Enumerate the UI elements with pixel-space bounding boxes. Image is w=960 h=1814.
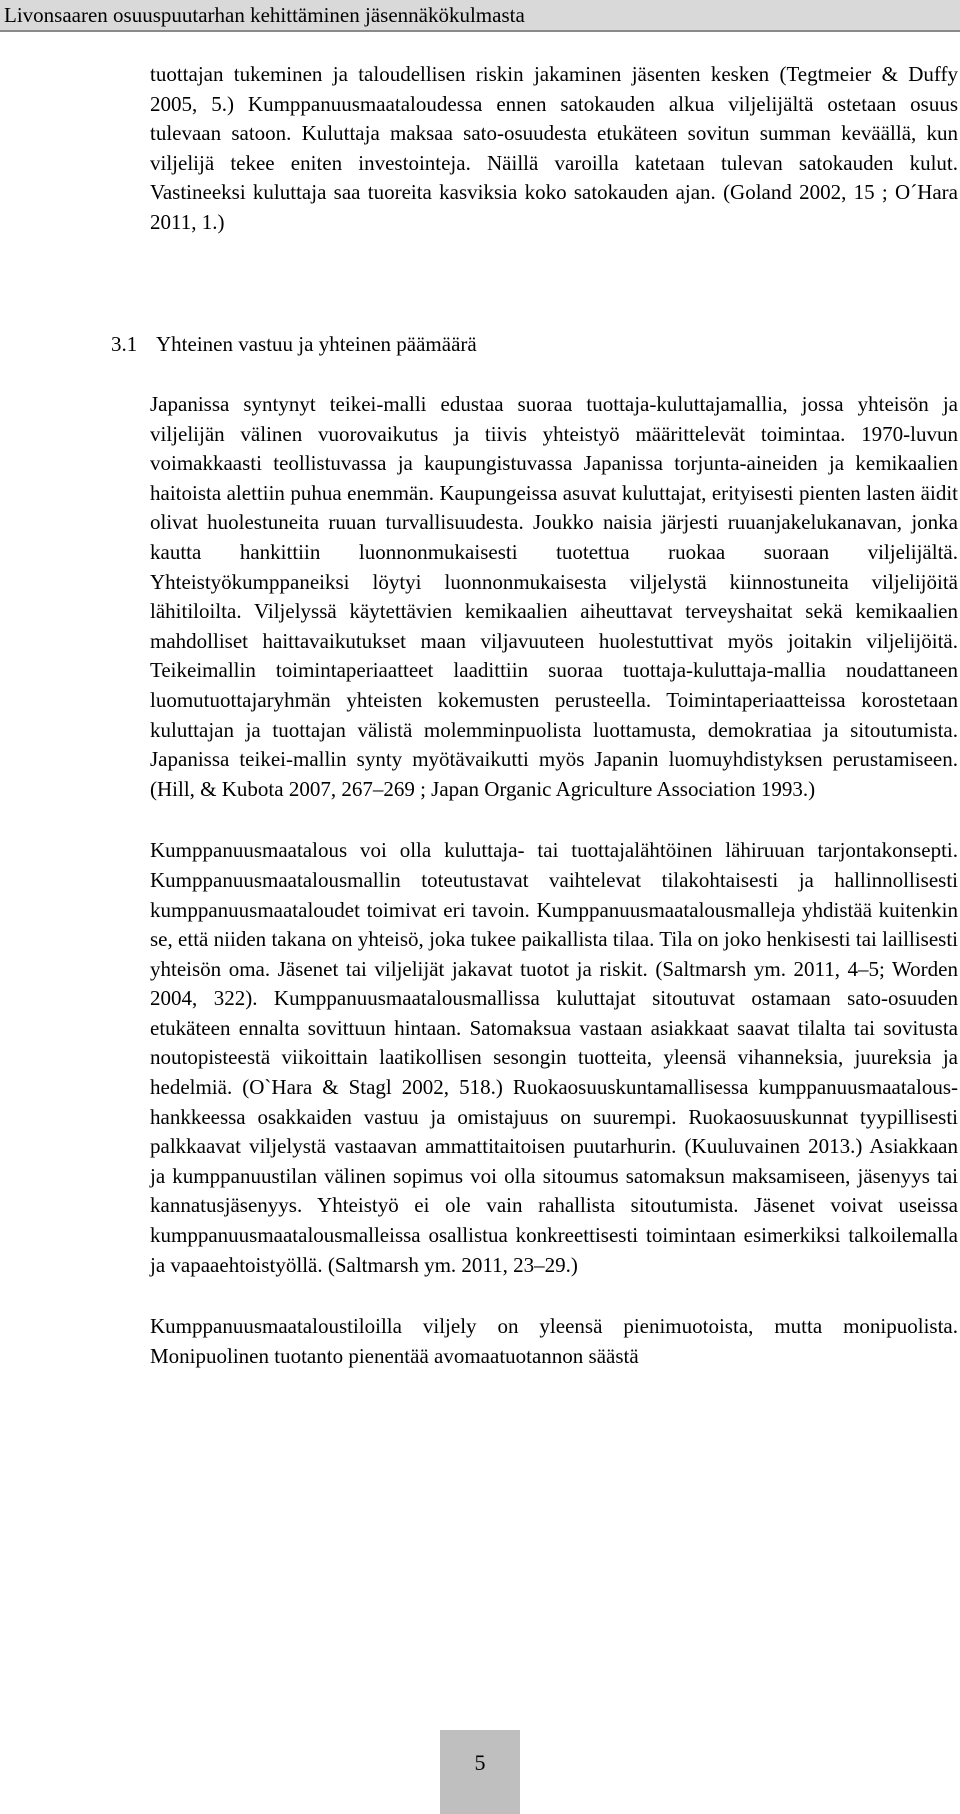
paragraph-teikei: Japanissa syntynyt teikei-malli edustaa suoraa tuottaja-kuluttajamallia, jossa yhteisön ja viljelijän välinen vuorovaikutus ja tiivis yhteistyö määrittelevät toimintaa. 1970-luvun voimakkaasti teollistuvassa ja kaupungistuvassa Japanissa torjunta-aineiden ja kemikaalien haitoista alettiin puhua enemmän. Kaupungeissa asuvat kuluttajat, erityisesti pienten lasten äidit olivat huolestuneita ruuan turvallisuudesta. Joukko naisia järjesti ruuanjakelukanavan, jonka kautta hankittiin luonnonmukaisesti tuotettua ruokaa suoraan viljelijältä. Yhteistyökumppaneiksi löytyi luonnonmukaisesta viljelystä kiinnostuneita viljelijöitä lähitiloilta. Viljelyssä käytettävien kemikaalien aiheuttavat terveyshaitat sekä kemikaalien mahdolliset haittavaikutukset maan viljavuuteen huolestuttivat myös joitakin viljelijöitä. Teikeimallin toimintaperiaatteet laadittiin suoraa tuottaja-kuluttaja-mallia noudattaneen luomutuottajaryhmän yhteisten kokemusten perusteella. Toimintaperiaatteissa korostetaan kuluttajan ja tuottajan välistä molemminpuolista luottamusta, demokratiaa ja sitoutumista. Japanissa teikei-mallin synty myötävaikutti myös Japanin luomuyhdistyksen perustamiseen. (Hill, & Kubota 2007, 267–269 ; Japan Organic Agriculture Association 1993.) [150, 392, 958, 801]
running-header [0, 0, 960, 32]
paragraph-kumppanuus: Kumppanuusmaatalous voi olla kuluttaja- tai tuottajalähtöinen lähiruuan tarjontakonsepti. Kumppanuusmaatalousmallin toteutustavat vaihtelevat tilakohtaisesti ja hallinnollisesti kumppanuusmaataloudet toimivat eri tavoin. Kumppanuusmaatalousmalleja yhdistää kuitenkin se, että niiden takana on yhteisö, joka tukee paikallista tilaa. Tila on joko henkisesti tai laillisesti yhteisön oma. Jäsenet tai viljelijät jakavat tuotot ja riskit. (Saltmarsh ym. 2011, 4–5; Worden 2004, 322). Kumppanuusmaatalousmallissa kuluttajat sitoutuvat ostamaan sato-osuuden etukäteen ennalta sovittuun hintaan. Satomaksua vastaan asiakkaat saavat tilalta tai sovitusta noutopisteestä viikoittain laatikollisen sesongin tuotteita, yleensä vihanneksia, juureksia ja hedelmiä. (O`Hara & Stagl 2002, 518.) Ruokaosuuskuntamallisessa kumppanuusmaataloushankkeessa osakkaiden vastuu ja omistajuus on suurempi. Ruokaosuuskunnat tyypillisesti palkkaavat viljelystä vastaavan ammattitaitoisen puutarhurin. (Kuuluvainen 2013.) Asiakkaan ja kumppanuustilan välinen sopimus voi olla sitoumus satomaksun maksamiseen, jäsenyys tai kannatusjäsenyys. Yhteistyö ei ole vain rahallista sitoutumista. Jäsenet voivat useissa kumppanuusmaatalousmalleissa osallistua konkreettisesti toimintaan esimerkiksi talkoilemalla ja vapaaehtoistyöllä. (Saltmarsh ym. 2011, 23–29.) [150, 838, 958, 1277]
page-body [150, 60, 958, 238]
paragraph-intro: tuottajan tukeminen ja taloudellisen riskin jakaminen jäsenten kesken (Tegtmeier & Duffy 2005, 5.) Kumppanuusmaataloudessa ennen satokauden alkua viljelijältä ostetaan osuus tulevaan satoon. Kuluttaja maksaa sato-osuudesta etukäteen sovitun summan keväällä, kun viljelijä tekee eniten investointeja. Näillä varoilla katetaan tulevan satokauden kulut. Vastineeksi kuluttaja saa tuoreita kasviksia koko satokauden ajan. (Goland 2002, 15 ; O´Hara 2011, 1.) [150, 62, 958, 234]
section-heading [111, 330, 477, 359]
paragraph-viljely: Kumppanuusmaataloustiloilla viljely on yleensä pienimuotoista, mutta monipuolista. Monipuolinen tuotanto pienentää avomaatuotannon säästä [150, 1314, 958, 1368]
running-header-title: Livonsaaren osuuspuutarhan kehittäminen jäsennäkökulmasta [4, 3, 525, 27]
section-number: 3.1 [111, 332, 138, 356]
section-body [150, 390, 958, 1371]
page-number: 5 [474, 1750, 486, 1775]
section-title: Yhteinen vastuu ja yhteinen päämäärä [156, 332, 477, 356]
page-number-box [440, 1730, 520, 1814]
